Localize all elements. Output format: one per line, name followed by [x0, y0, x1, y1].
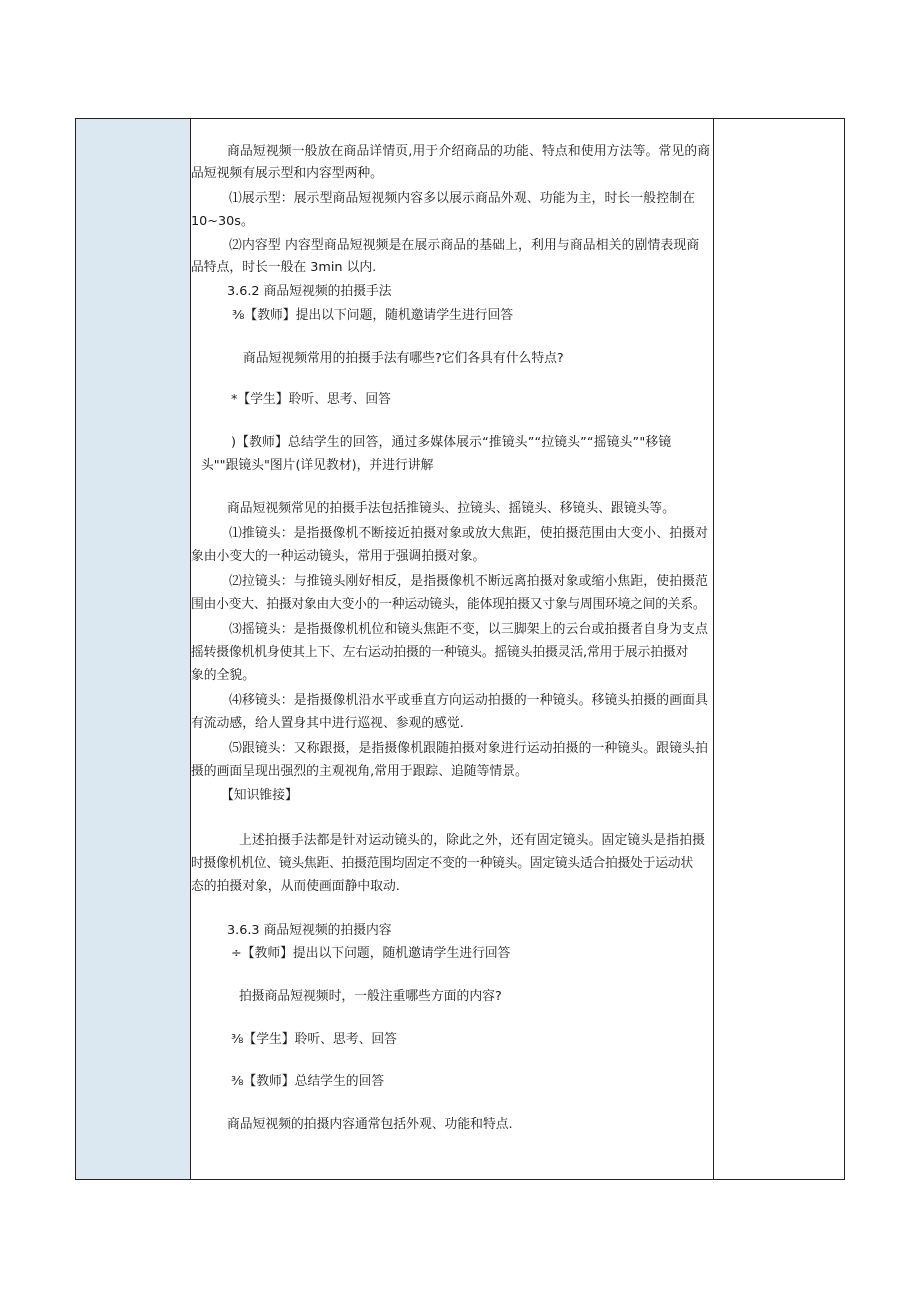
paragraph-line: 态的拍摄对象，从而使画面静中取动.: [191, 879, 400, 894]
student-response: ⅜【学生】聆听、思考、回答: [231, 1032, 397, 1047]
paragraph-line: 商品短视频常见的拍摄手法包括推镜头、拉镜头、摇镜头、移镜头、跟镜头等。: [227, 501, 675, 516]
table-right-column: [713, 119, 844, 1179]
paragraph-line: ⑶摇镜头：是指摄像机机位和镜头焦距不变，以三脚架上的云台或拍摄者自身为支点: [229, 622, 709, 637]
teacher-prompt: ⅜【教师】提出以下问题，随机邀请学生进行回答: [232, 308, 514, 323]
paragraph-line: 象的全貌。: [191, 668, 255, 683]
paragraph-line: 商品短视频的拍摄内容通常包括外观、功能和特点.: [227, 1117, 513, 1132]
paragraph-line: 上述拍摄手法都是针对运动镜头的，除此之外，还有固定镜头。固定镜头是指拍摄: [239, 833, 706, 848]
knowledge-link-heading: 【知识锥接】: [221, 788, 298, 803]
teacher-summary: )【教师】总结学生的回答，通过多媒体展示“推镜头”“拉镜头”“摇镜头”"移镜: [231, 435, 672, 450]
student-response: *【学生】聆听、思考、回答: [231, 392, 391, 407]
paragraph-line: ⑵内容型 内容型商品短视频是在展示商品的基础上，利用与商品相关的剧情表现商: [229, 238, 700, 253]
paragraph-line: 有流动感，给人置身其中进行巡视、参观的感觉.: [191, 716, 464, 731]
teacher-summary: ⅜【教师】总结学生的回答: [231, 1074, 385, 1089]
question-line: 拍摄商品短视频时，一般注重哪些方面的内容?: [239, 989, 502, 1004]
question-line: 商品短视频常用的拍摄手法有哪些?它们各具有什么特点?: [243, 351, 564, 366]
paragraph-line: ⑸跟镜头：又称跟摄，是指摄像机跟随拍摄对象进行运动拍摄的一种镜头。跟镜头拍: [229, 741, 709, 756]
paragraph-line: 品短视频有展示型和内容型两种。: [191, 166, 383, 181]
paragraph-line: 品特点，时长一般在 3min 以内.: [191, 260, 377, 275]
paragraph-line: 摄的画面呈现出强烈的主观视角,常用于跟踪、追随等情景。: [191, 764, 528, 779]
teacher-summary: 头""跟镜头"图片(详见教材)，并进行讲解: [201, 458, 434, 473]
paragraph-line: 摇转摄像机机身使其上下、左右运动拍摄的一种镜头。摇镜头拍摄灵活,常用于展示拍摄对: [191, 645, 689, 660]
paragraph-line: ⑵拉镜头：与推镜头刚好相反，是指摄像机不断远离拍摄对象或缩小焦距，使拍摄范: [229, 574, 709, 589]
paragraph-line: ⑴展示型：展示型商品短视频内容多以展示商品外观、功能为主，时长一般控制在: [229, 191, 696, 206]
paragraph-line: 时摄像机机位、镜头焦距、拍摄范围均固定不变的一种镜头。固定镜头适合拍摄处于运动状: [191, 856, 693, 871]
paragraph-line: ⑴推镜头：是指摄像机不断接近拍摄对象或放大焦距，使拍摄范围由大变小、拍摄对: [229, 526, 709, 541]
paragraph-line: 商品短视频一般放在商品详情页,用于介绍商品的功能、特点和使用方法等。常见的商: [227, 144, 711, 159]
paragraph-line: 围由小变大、拍摄对象由大变小的一种运动镜头，能体现拍摄又寸象与周围环境之间的关系。: [191, 597, 706, 612]
section-heading: 3.6.3 商品短视频的拍摄内容: [227, 923, 392, 938]
paragraph-line: ⑷移镜头：是指摄像机沿水平或垂直方向运动拍摄的一种镜头。移镜头拍摄的画面具: [229, 693, 709, 708]
table-left-column: [76, 119, 191, 1179]
teacher-prompt: ÷【教师】提出以下问题，随机邀请学生进行回答: [231, 946, 511, 961]
paragraph-line: 象由小变大的一种运动镜头，常用于强调拍摄对象。: [191, 549, 486, 564]
paragraph-line: 10~30s。: [191, 214, 254, 229]
section-heading: 3.6.2 商品短视频的拍摄手法: [227, 284, 392, 299]
